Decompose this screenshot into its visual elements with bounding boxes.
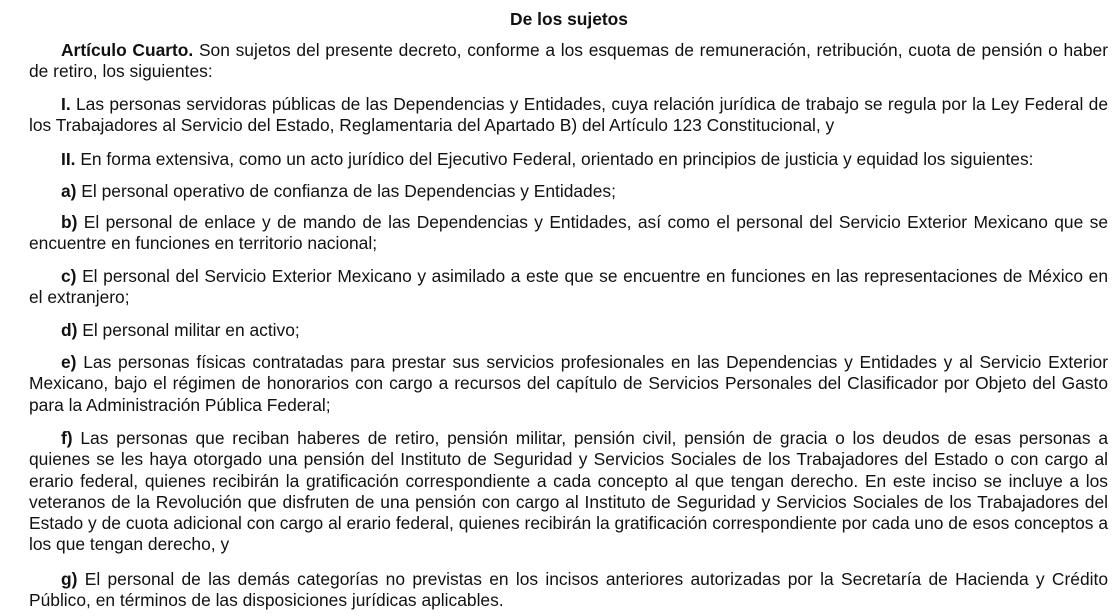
inciso-g-paragraph [29, 569, 1108, 612]
inciso-f-paragraph [29, 428, 1108, 556]
article-text: Son sujetos del presente decreto, conforme a los esquemas de remuneración, retribución, cuota de pensión o haber de retiro, los siguientes: [29, 40, 1108, 82]
article-label: Artículo Cuarto. [61, 40, 194, 60]
article-paragraph [29, 40, 1108, 83]
inciso-text: El personal del Servicio Exterior Mexicano y asimilado a este que se encuentre en funciones en las representaciones de México en el extranjero; [29, 266, 1108, 308]
inciso-label: d) [61, 320, 78, 340]
fraction-text: Las personas servidoras públicas de las Dependencias y Entidades, cuya relación jurídica de trabajo se regula por la Ley Federal de los Trabajadores al Servicio del Estado, Reglamentaria del Apartado B) del Artículo 123 Constitucional, y [29, 94, 1108, 136]
section-title: De los sujetos [510, 9, 628, 29]
inciso-d-paragraph [29, 320, 1108, 341]
inciso-label: a) [61, 181, 77, 201]
inciso-a-paragraph [29, 181, 1108, 202]
inciso-e-paragraph [29, 352, 1108, 416]
inciso-text: Las personas que reciban haberes de retiro, pensión militar, pensión civil, pensión de gracia o los deudos de esas personas a quienes se les haya otorgado una pensión del Instituto de Seguridad y Servicios Sociales de los Trabajadores del Estado o con cargo al erario federal, quienes recibirán la gratificación correspondiente a cada concepto al que tengan derecho. En este inciso se incluye a los veteranos de la Revolución que disfruten de una pensión con cargo al Instituto de Seguridad y Servicios Sociales de los Trabajadores del Estado y de cuota adicional con cargo al erario federal, quienes recibirán la gratificación correspondiente por cada uno de esos conceptos a los que tengan derecho, y [29, 428, 1108, 555]
inciso-text: El personal de enlace y de mando de las Dependencias y Entidades, así como el personal del Servicio Exterior Mexicano que se encuentre en funciones en territorio nacional; [29, 212, 1108, 254]
inciso-text: El personal operativo de confianza de las Dependencias y Entidades; [76, 181, 616, 201]
inciso-label: e) [61, 352, 77, 372]
inciso-label: f) [61, 428, 73, 448]
inciso-label: g) [61, 569, 78, 589]
inciso-label: c) [61, 266, 77, 286]
fraction-i-paragraph [29, 94, 1108, 137]
inciso-c-paragraph [29, 266, 1108, 309]
inciso-text: El personal militar en activo; [77, 320, 300, 340]
fraction-label: II. [61, 149, 76, 169]
fraction-label: I. [61, 94, 71, 114]
fraction-ii-paragraph [29, 149, 1108, 170]
inciso-text: El personal de las demás categorías no previstas en los incisos anteriores autorizadas por la Secretaría de Hacienda y Crédito Público, en términos de las disposiciones jurídicas aplicables. [29, 569, 1108, 611]
inciso-text: Las personas físicas contratadas para prestar sus servicios profesionales en las Dependencias y Entidades y al Servicio Exterior Mexicano, bajo el régimen de honorarios con cargo a recursos del capítulo de Servicios Personales del Clasificador por Objeto del Gasto para la Administración Pública Federal; [29, 352, 1108, 415]
fraction-text: En forma extensiva, como un acto jurídico del Ejecutivo Federal, orientado en principios de justicia y equidad los siguientes: [75, 149, 1034, 169]
inciso-b-paragraph [29, 212, 1108, 255]
inciso-label: b) [61, 212, 78, 232]
